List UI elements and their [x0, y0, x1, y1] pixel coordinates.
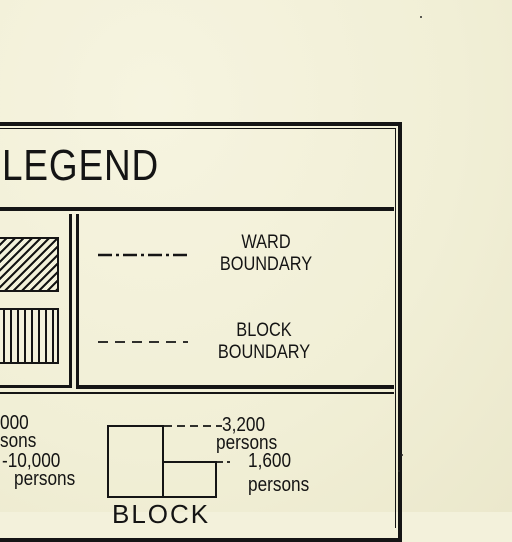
- ward-boundary-label: [209, 232, 323, 276]
- large-block-square: [107, 425, 164, 498]
- bottom-caption: BLOCK: [112, 499, 211, 529]
- legend-title: LEGEND: [2, 141, 160, 190]
- ward-boundary-label-line1: WARD: [241, 232, 291, 253]
- ward-boundary-line-symbol: [98, 253, 188, 257]
- upper-population-value: 3,200: [222, 414, 266, 436]
- block-boundary-line-symbol: [98, 340, 188, 344]
- ward-boundary-label-line2: BOUNDARY: [219, 254, 313, 275]
- diagonal-hatch-swatch: [0, 237, 59, 292]
- lower-population-value: 1,600: [248, 450, 292, 472]
- population-left-line2: sons: [0, 430, 37, 452]
- paper-speck: [420, 16, 422, 18]
- paper-speck: [398, 470, 400, 472]
- lower-population-unit: persons: [248, 474, 310, 496]
- population-left-line3: -10,000: [2, 450, 61, 472]
- block-boundary-label: [207, 320, 321, 364]
- block-boundary-label-line2: BOUNDARY: [217, 342, 311, 363]
- vertical-hatch-swatch: [0, 308, 59, 364]
- upper-population-unit: persons: [216, 432, 278, 454]
- block-boundary-label-line1: BLOCK: [236, 320, 292, 341]
- population-left-line1: 000: [0, 412, 29, 434]
- paper-speck: [401, 454, 403, 456]
- population-left-line4: persons: [14, 468, 76, 490]
